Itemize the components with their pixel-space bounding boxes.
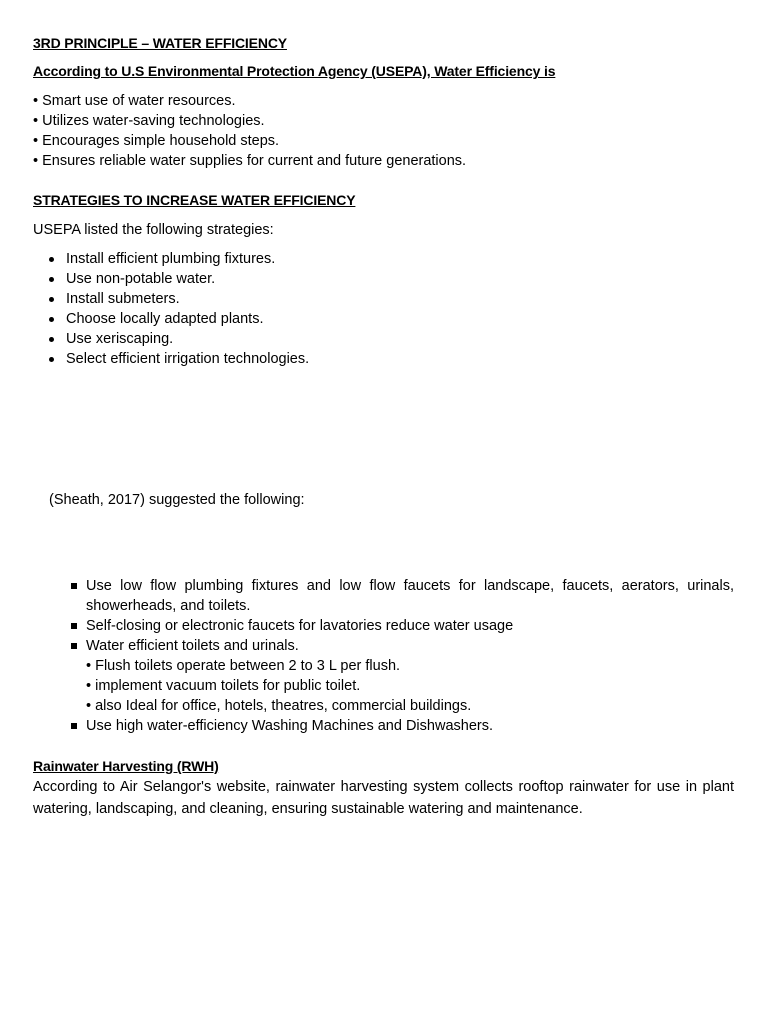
square-bullet-icon	[71, 723, 77, 729]
list-item: Select efficient irrigation technologies.	[33, 349, 309, 369]
list-item: Use high water-efficiency Washing Machines and Dishwashers.	[33, 716, 493, 736]
list-item: Install efficient plumbing fixtures.	[33, 249, 309, 269]
bullet-dot-icon	[49, 357, 54, 362]
strategies-intro: USEPA listed the following strategies:	[33, 222, 274, 238]
bullet-dot-icon	[49, 337, 54, 342]
list-item: • Flush toilets operate between 2 to 3 L per flush.	[86, 658, 401, 674]
bullet-dot-icon	[49, 277, 54, 282]
list-item: • also Ideal for office, hotels, theatres, commercial buildings.	[86, 698, 472, 714]
list-item: Self-closing or electronic faucets for lavatories reduce water usage	[33, 616, 734, 636]
rwh-body: According to Air Selangor's website, rainwater harvesting system collects rooftop rainwater for use in plant watering, landscaping, and cleaning, ensuring sustainable watering and maintenance.	[33, 779, 734, 817]
strategies-heading: STRATEGIES TO INCREASE WATER EFFICIENCY	[33, 192, 356, 208]
appliance-list	[33, 716, 493, 736]
usepa-definition-heading: According to U.S Environmental Protection Agency (USEPA), Water Efficiency is	[33, 63, 556, 79]
list-item: Use xeriscaping.	[33, 329, 309, 349]
list-item: • Ensures reliable water supplies for current and future generations.	[33, 153, 467, 169]
square-bullet-icon	[71, 583, 77, 589]
principle-title: 3RD PRINCIPLE – WATER EFFICIENCY	[33, 35, 287, 51]
sheath-suggestions-list	[33, 576, 734, 656]
bullet-dot-icon	[49, 257, 54, 262]
sheath-intro: (Sheath, 2017) suggested the following:	[49, 492, 305, 508]
strategies-list	[33, 249, 309, 369]
list-item: Choose locally adapted plants.	[33, 309, 309, 329]
list-item: • Utilizes water-saving technologies.	[33, 113, 265, 129]
list-item: • Encourages simple household steps.	[33, 133, 280, 149]
rwh-heading: Rainwater Harvesting (RWH)	[33, 758, 219, 774]
bullet-dot-icon	[49, 297, 54, 302]
square-bullet-icon	[71, 643, 77, 649]
efficiency-bullet-list	[33, 91, 466, 171]
list-item: Use non-potable water.	[33, 269, 309, 289]
list-item: Water efficient toilets and urinals.	[33, 636, 734, 656]
list-item: • Smart use of water resources.	[33, 93, 236, 109]
list-item: Use low flow plumbing fixtures and low flow faucets for landscape, faucets, aerators, urinals, showerheads, and toilets.	[33, 576, 734, 616]
toilet-sub-list	[33, 656, 471, 716]
square-bullet-icon	[71, 623, 77, 629]
list-item: • implement vacuum toilets for public toilet.	[86, 678, 361, 694]
list-item: Install submeters.	[33, 289, 309, 309]
bullet-dot-icon	[49, 317, 54, 322]
